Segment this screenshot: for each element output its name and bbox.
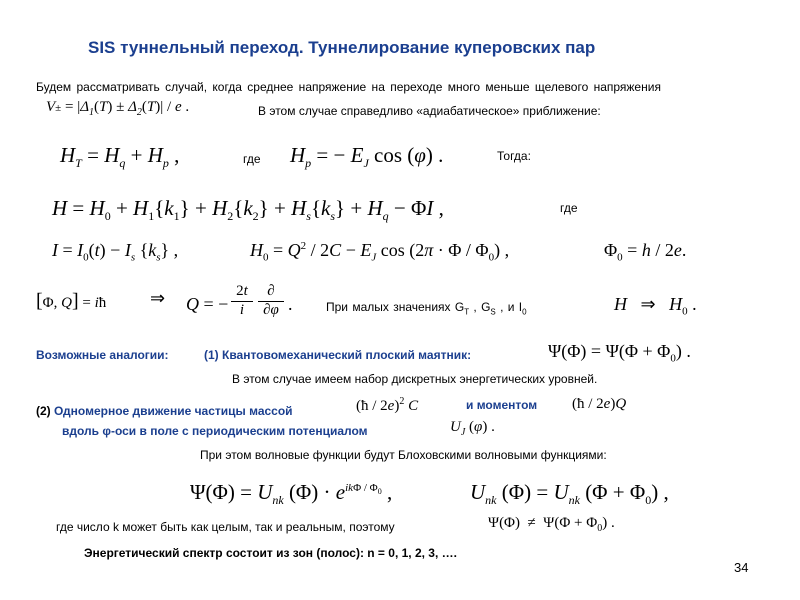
spectrum-text: Энергетический спектр состоит из зон (полос): n = 0, 1, 2, 3, ….: [84, 546, 457, 560]
equation-i: $I = I_0(t) - I_s$ $\{k_s\}$ ,: [52, 240, 179, 264]
equation-h0: $H_0 = Q^2 / 2C - E_J$ $\cos (2\pi \cdot \Phi / \Phi_0)$ ,: [250, 240, 510, 264]
intro-text: Будем рассматривать случай, когда среднее напряжение на переходе много меньше щелевого напряжения: [36, 80, 661, 94]
equation-q-lhs: Q = −: [186, 294, 229, 314]
small-values-text: При малых значениях $G_T$ , $G_S$ , и $I_0$: [326, 300, 527, 317]
equation-unk: $U_{nk}$ $(\Phi) = U_{nk}$ $(\Phi + \Phi_0)$ ,: [470, 480, 669, 508]
equation-hp: $H_p$ = − $E_J$ cos (φ) .: [290, 143, 444, 171]
and-momentum-label: и моментом: [466, 398, 538, 412]
equation-ht: $H_T = H_q + H_p$ ,: [60, 143, 180, 171]
analogy-2-line-2: вдоль φ-оси в поле с периодическим потенциалом: [62, 424, 368, 438]
analogies-label: Возможные аналогии:: [36, 348, 169, 362]
equation-commutator: [Φ, Q] = iħ: [36, 290, 107, 312]
arrow-implies-1: ⇒: [150, 288, 166, 308]
analogy-1-label: (1) Квантовомеханический плоский маятник:: [204, 348, 472, 362]
adiabatic-text: В этом случае справедливо «адиабатическое» приближение:: [258, 104, 601, 118]
where-label-2: где: [560, 201, 578, 215]
page-number: 34: [734, 560, 749, 575]
equation-uj: $U_J$ (φ) .: [450, 419, 495, 438]
equation-mass: (ħ / 2e)$^2$ C: [356, 396, 419, 414]
k-text: где число k может быть как целым, так и реальным, поэтому: [56, 520, 395, 534]
equation-vpm: $V\pm = |\Delta_1(T) \pm \Delta_2(T)| / e$ .: [46, 99, 190, 118]
equation-q-derivative: ∂ ∂φ: [258, 283, 284, 319]
equation-momentum: (ħ / 2e)Q: [572, 396, 627, 412]
bloch-text: При этом волновые функции будут Блоховскими волновыми функциями:: [200, 448, 607, 462]
equation-h: $H = H_0 + H_1\{k_1\} + H_2\{k_2\} + H_s\{k_s\} + H_q - \Phi I$ ,: [52, 196, 444, 224]
equation-psi-neq: $\Psi(\Phi) \ne \Psi(\Phi + \Phi_0)$ .: [488, 515, 615, 534]
equation-phi0: $\Phi_0 = h / 2e$.: [604, 240, 687, 264]
equation-bloch: $\Psi(\Phi) = U_{nk}$ $(\Phi) \cdot e^{ik\Phi / \Phi_0}$ ,: [190, 480, 393, 508]
equation-h-h0: H ⇒ $H_0$ .: [614, 294, 697, 318]
analogy-2-line: (2) Одномерное движение частицы массой: [36, 404, 293, 418]
equation-psi-periodic: $\Psi(\Phi) = \Psi(\Phi + \Phi_0)$ .: [548, 341, 691, 365]
equation-q-fraction: 2t i: [231, 283, 253, 319]
then-label: Тогда:: [497, 149, 531, 163]
discrete-levels-text: В этом случае имеем набор дискретных энергетических уровней.: [232, 372, 598, 386]
slide-title: SIS туннельный переход. Туннелирование куперовских пар: [88, 38, 596, 57]
where-label-1: где: [243, 152, 261, 166]
equation-q-end: .: [288, 294, 293, 314]
